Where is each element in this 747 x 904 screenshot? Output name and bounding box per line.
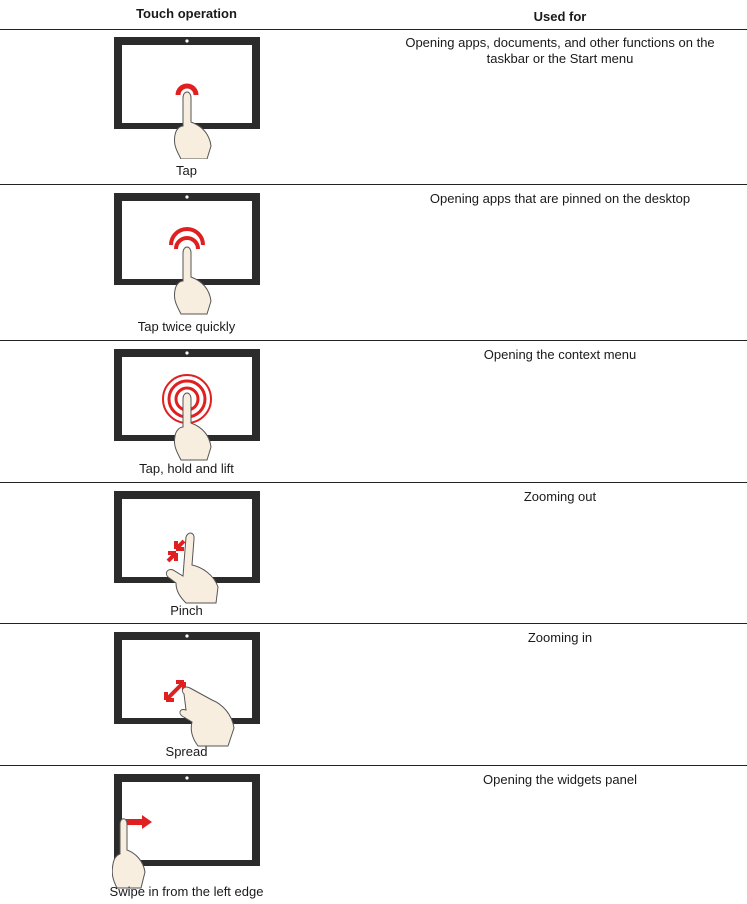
double-tap-icon: [112, 191, 264, 315]
gesture-caption: Tap, hold and lift: [139, 461, 234, 476]
table-row: [0, 484, 747, 624]
table-row: [0, 342, 747, 483]
gesture-caption: Pinch: [170, 603, 203, 618]
header-used-for: Used for: [533, 9, 587, 24]
used-for-text: Opening apps that are pinned on the desktop: [429, 191, 691, 206]
table-row: [0, 767, 747, 904]
table-row: [0, 625, 747, 766]
used-for-text: Opening the context menu: [483, 347, 637, 362]
spread-icon: [112, 630, 264, 754]
tap-icon: [112, 35, 264, 159]
pinch-icon: [112, 489, 264, 613]
tap-hold-icon: [112, 347, 264, 471]
swipe-left-edge-icon: [112, 772, 264, 896]
gesture-caption: Swipe in from the left edge: [109, 884, 264, 899]
used-for-text: Zooming in: [527, 630, 593, 645]
used-for-text: Opening apps, documents, and other functions on the taskbar or the Start menu: [405, 35, 715, 66]
gesture-caption: Tap twice quickly: [137, 319, 236, 334]
used-for-text: Zooming out: [523, 489, 597, 504]
table-row: [0, 186, 747, 341]
used-for-text: Opening the widgets panel: [483, 772, 637, 787]
table-header: [0, 0, 747, 30]
header-touch-operation: Touch operation: [136, 6, 237, 21]
gesture-caption: Tap: [176, 163, 197, 178]
table-row: [0, 30, 747, 185]
gesture-caption: Spread: [165, 744, 208, 759]
